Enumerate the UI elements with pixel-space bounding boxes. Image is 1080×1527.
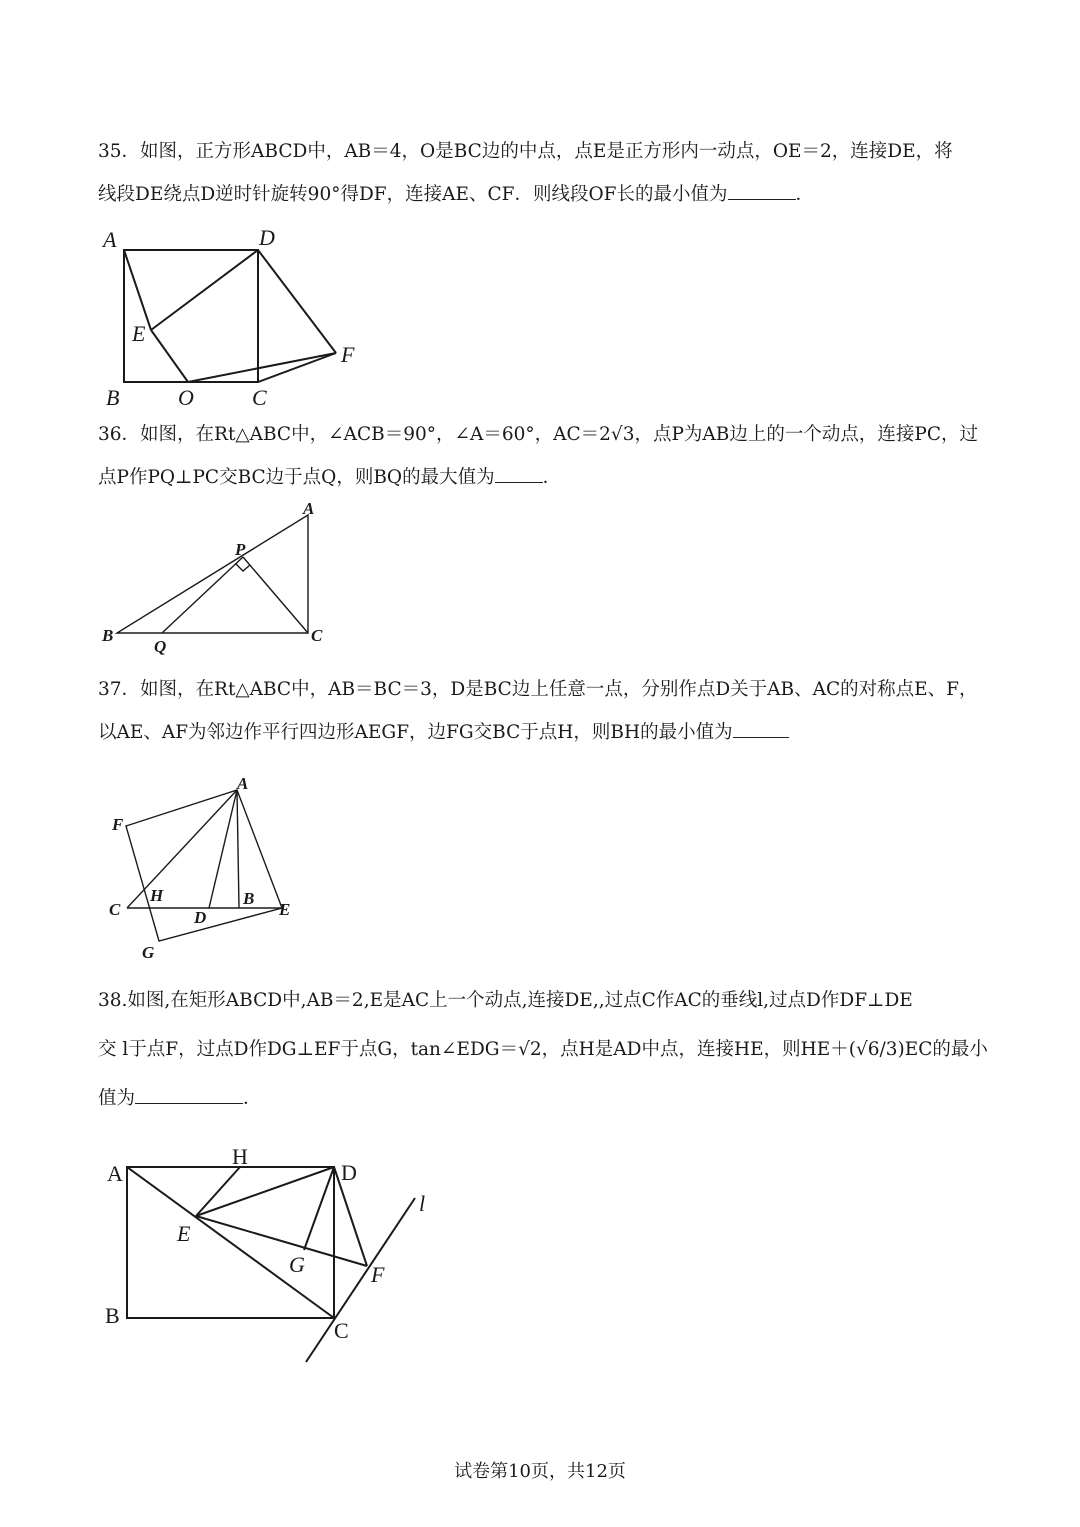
question-36-line-1: 36．如图，在Rt△ABC中，∠ACB＝90°，∠A＝60°，AC＝2√3，点P为AB边上的一个动点，连接PC，过 <box>98 424 978 445</box>
segment-ef <box>196 1216 367 1266</box>
label-e: E <box>132 321 146 346</box>
figure-35-square <box>95 225 375 415</box>
figure-36-triangle <box>95 495 345 660</box>
label-a: A <box>107 1161 123 1186</box>
label-b: B <box>243 889 255 908</box>
label-p: P <box>235 540 246 559</box>
question-38-text: 值为 <box>98 1088 136 1109</box>
question-35-line-1: 35．如图，正方形ABCD中，AB＝4，O是BC边的中点，点E是正方形内一动点，OE＝2，连接DE，将 <box>98 141 953 162</box>
label-f: F <box>371 1262 385 1287</box>
label-h: H <box>232 1144 248 1169</box>
segment-dg <box>304 1167 334 1250</box>
label-a: A <box>303 499 315 518</box>
segment-cf <box>258 353 336 382</box>
answer-blank <box>135 1084 243 1104</box>
label-d: D <box>341 1160 357 1185</box>
segment-ad <box>209 790 237 908</box>
label-a: A <box>237 774 249 793</box>
label-c: C <box>109 900 121 919</box>
question-36-end: ． <box>542 467 562 488</box>
question-36-line-2 <box>98 456 988 499</box>
answer-blank <box>733 718 789 738</box>
question-38-line-2: 交 l于点F，过点D作DG⊥EF于点G，tan∠EDG＝√2，点H是AD中点，连接HE，则HE＋(√6/3)EC的最小 <box>98 1039 988 1060</box>
label-e: E <box>279 900 291 919</box>
segment-eo <box>151 330 188 382</box>
label-l: l <box>419 1191 426 1216</box>
question-37-text: 以AE、AF为邻边作平行四边形AEGF，边FG交BC于点H，则BH的最小值为 <box>98 722 733 743</box>
label-c: C <box>252 385 267 410</box>
segment-of <box>188 353 336 382</box>
question-37-line-2 <box>98 711 988 754</box>
question-37-line-1: 37．如图，在Rt△ABC中，AB＝BC＝3，D是BC边上任意一点，分别作点D关于AB、AC的对称点E、F， <box>98 679 978 700</box>
label-b: B <box>102 626 114 645</box>
question-35-end: ． <box>795 184 815 205</box>
question-36-text: 点P作PQ⊥PC交BC边于点Q，则BQ的最大值为 <box>98 467 495 488</box>
label-c: C <box>334 1318 349 1343</box>
segment-ab <box>237 790 239 908</box>
label-g: G <box>289 1252 305 1277</box>
label-b: B <box>105 1303 120 1328</box>
segment-ae <box>124 250 151 330</box>
segment-pc <box>243 557 308 633</box>
label-b: B <box>106 385 120 410</box>
label-h: H <box>150 886 164 905</box>
label-f: F <box>112 815 124 834</box>
figure-37-parallelogram <box>100 768 310 968</box>
answer-blank <box>495 463 543 483</box>
answer-blank <box>728 180 796 200</box>
question-35-text: 线段DE绕点D逆时针旋转90°得DF，连接AE、CF．则线段OF长的最小值为 <box>98 184 728 205</box>
label-q: Q <box>154 637 167 656</box>
line-l <box>306 1198 415 1362</box>
segment-df <box>258 250 336 353</box>
label-c: C <box>311 626 323 645</box>
triangle-abc <box>117 515 308 633</box>
label-f: F <box>341 342 355 367</box>
label-e: E <box>177 1221 191 1246</box>
question-38-line-3 <box>98 1077 988 1120</box>
figure-38-rectangle <box>95 1135 445 1370</box>
segment-ed <box>151 250 258 330</box>
segment-pq <box>162 557 243 633</box>
square-abcd <box>124 250 258 382</box>
label-o: O <box>178 385 194 410</box>
diagonal-ac <box>127 1167 334 1318</box>
question-38-end: ． <box>243 1088 262 1109</box>
label-d: D <box>259 225 275 250</box>
question-38-line-1: 38.如图,在矩形ABCD中,AB＝2,E是AC上一个动点,连接DE,,过点C作AC的垂线l,过点D作DF⊥DE <box>98 990 913 1011</box>
right-angle-mark <box>236 564 250 571</box>
label-d: D <box>194 908 207 927</box>
label-g: G <box>142 943 155 962</box>
question-35-line-2 <box>98 173 988 216</box>
page-footer: 试卷第10页，共12页 <box>454 1461 626 1482</box>
label-a: A <box>103 227 117 252</box>
